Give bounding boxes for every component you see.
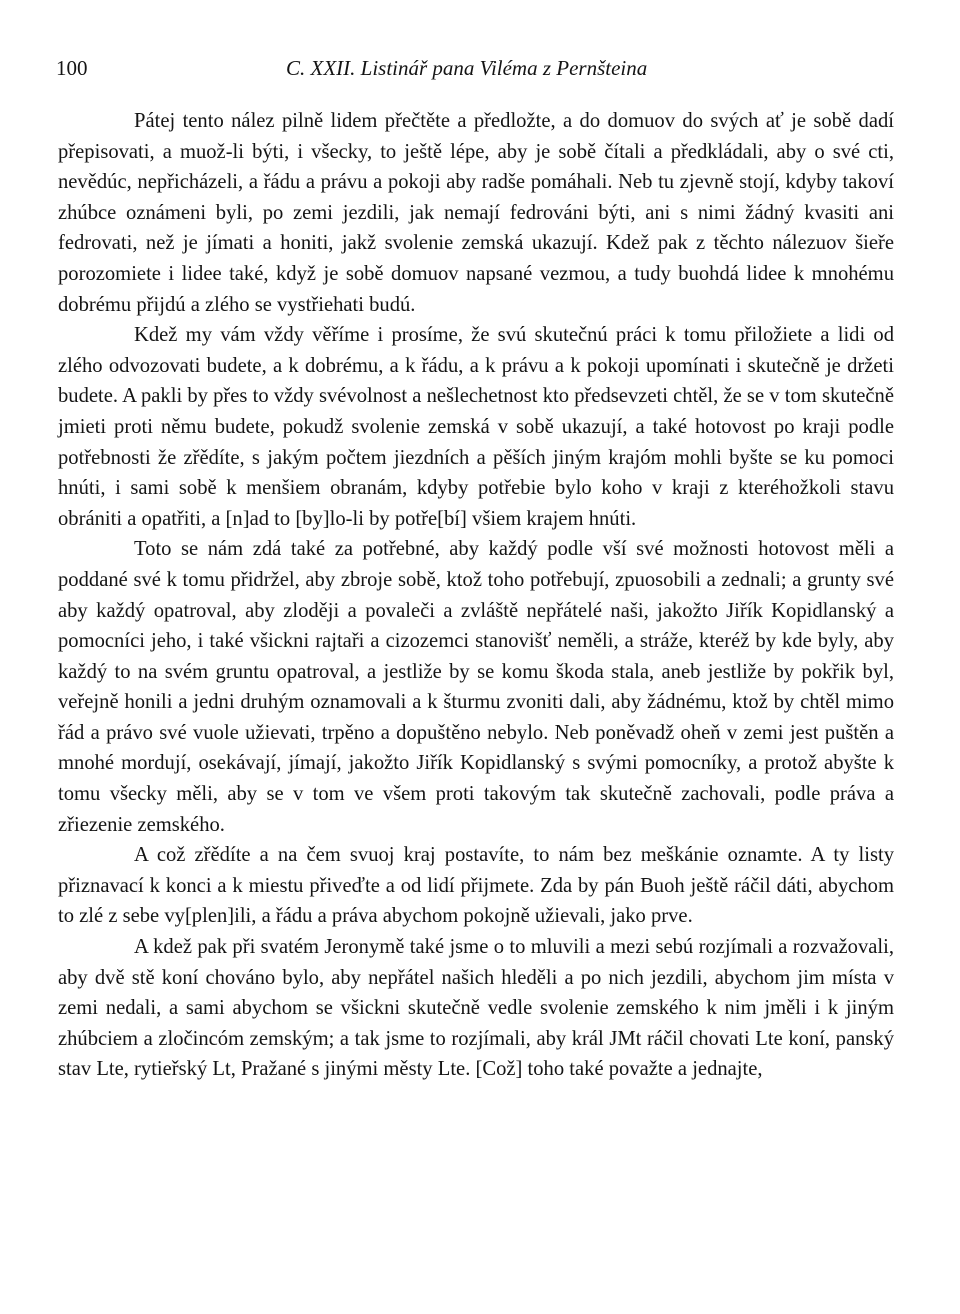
paragraph-5: A kdež pak při svatém Jeronymě také jsme o to mluvili a mezi sebú rozjímali a rozvažovali, aby dvě stě koní chováno bylo, aby nepřátel našich hleděli a po nich jezdili, abychom jim místa v zemi nedali, a sami abychom se všickni skutečně vedle svolenie zemského k nim jměli i k jiným zhúbciem a zločincóm zemským; a tak jsme to rozjímali, aby král JMt ráčil chovati Lte koní, panský stav Lte, rytieřský Lt, Pražané s jinými městy Lte. [Což] toho také považte a jednajte,	[58, 936, 894, 1081]
body-text	[58, 106, 894, 1085]
chapter-title: C. XXII. Listinář pana Viléma z Pernšteina	[286, 56, 648, 80]
running-head	[56, 56, 894, 86]
paragraph-1: Pátej tento nález pilně lidem přečtěte a předložte, a do domuov do svých ať je sobě dadí přepisovati, a muož-li býti, i všecky, to ještě lépe, aby je sobě čítali a předkládali, aby o své cti, nevědúc, nepřicházeli, a řádu a právu a pokoji aby radše pomáhali. Neb tu zjevně stojí, kdyby takoví zhúbce oznámeni byli, po zemi jezdili, jak nemají fedrováni býti, ani s nimi žádný kvasiti ani fedrovati, než je jímati a honiti, jakž svolenie zemská ukazují. Kdež pak z těchto nálezuov šieře porozomiete i lidee také, když je sobě domuov napsané vezmou, a tudy buohdá lidee k mnohému dobrému přijdú a zlého se vystřiehati budú.	[58, 110, 894, 316]
paragraph-2: Kdež my vám vždy věříme i prosíme, že svú skutečnú práci k tomu přiložiete a lidi od zlého odvozovati budete, a k dobrému, a k řádu, a k právu a k pokoji upomínati i skutečně je držeti budete. A pakli by přes to vždy svévolnost a nešlechetnost kto předsevzeti chtěl, že se v tom skutečně jmieti proti němu budete, pokudž svolenie zemská v sobě ukazují, a také hotovost po kraji podle potřebnosti že zřědíte, s jakým počtem jiezdních a pěších jiným krajóm mohli byšte se ku pomoci hnúti, i sami sobě k menšiem obranám, kdyby potřebie bylo koho v kraji z kteréhožkoli stavu obrániti a opatřiti, a [n]ad to [by]lo-li by potře[bí] všiem krajem hnúti.	[58, 324, 894, 530]
paragraph-3: Toto se nám zdá také za potřebné, aby každý podle vší své možnosti hotovost měli a poddané své k tomu přidržel, aby zbroje sobě, ktož toho potřebují, zpuosobili a zednali; a grunty své aby každý opatroval, aby zloději a povaleči a zvláště nepřátelé naši, jakožto Jiřík Kopidlanský a pomocníci jeho, i také všickni rajtaři a cizozemci stanovišť neměli, a stráže, kteréž by kde byly, aby každý to na svém gruntu opatroval, a jestliže by se komu škoda stala, aneb jestliže by pokřik byl, veřejně honili a jedni druhým oznamovali a k šturmu zvoniti dali, aby žádnému, ktož by chtěl mimo řád a právo své vuole užievati, trpěno a dopuštěno nebylo. Neb poněvadž oheň v zemi jest puštěn a mnohé mordují, osekávají, jímají, jakožto Jiřík Kopidlanský s svými pomocníky, a protož abyšte k tomu všecky měli, aby se v tom ve všem proti takovým tak skutečně zachovali, podle práva a zřiezenie zemského.	[58, 538, 894, 836]
page-number: 100	[56, 56, 88, 80]
paragraph-4: A což zřědíte a na čem svuoj kraj postavíte, to nám bez meškánie oznamte. A ty listy přiznavací k konci a k miestu přiveďte a od lidí přijmete. Zda by pán Buoh ještě ráčil dáti, abychom to zlé z sebe vy[plen]ili, a řádu a práva abychom pokojně užievali, jako prve.	[58, 844, 894, 928]
